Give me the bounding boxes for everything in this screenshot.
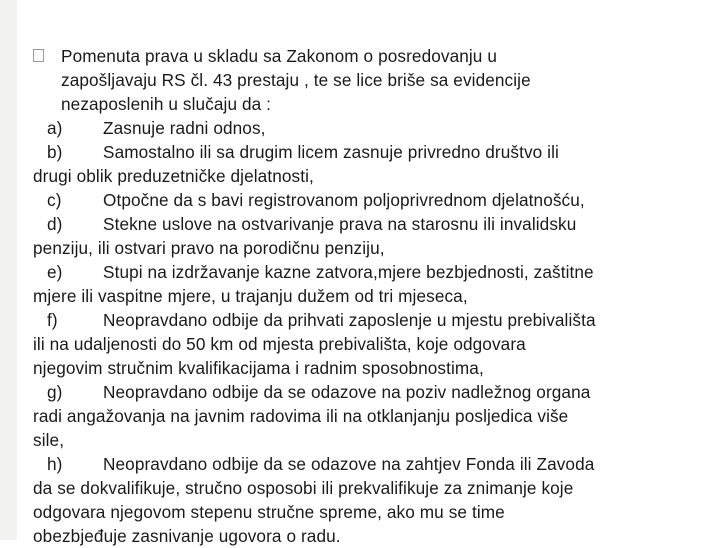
- list-item-first-line: [33, 140, 713, 164]
- list-item-label: g): [47, 382, 63, 402]
- list-item-text: Stekne uslove na ostvarivanje prava na starosnu ili invalidsku: [103, 214, 577, 234]
- list-item-continuation-line: drugi oblik preduzetničke djelatnosti,: [33, 166, 314, 186]
- list-item-continuation-line: ili na udaljenosti do 50 km od mjesta prebivališta, koje odgovara: [33, 334, 526, 354]
- list-item: [33, 140, 713, 188]
- list-item-text: Neopravdano odbije da prihvati zaposlenje u mjestu prebivališta: [103, 310, 596, 330]
- intro-line-2: zapošljavaju RS čl. 43 prestaju , te se lice briše sa evidencije: [61, 70, 531, 90]
- list-item-first-line: [33, 116, 713, 140]
- list-item-continuation-line: obezbjeđuje zasnivanje ugovora o radu.: [33, 526, 341, 546]
- list-item-first-line: [33, 188, 713, 212]
- list-item: [33, 308, 713, 380]
- condition-list: [33, 116, 713, 548]
- list-item-label: f): [47, 310, 58, 330]
- list-item-label: b): [47, 142, 63, 162]
- list-item: [33, 188, 713, 212]
- list-item-continuation-line: odgovara njegovom stepenu stručne spreme, ako mu se time: [33, 502, 505, 522]
- bullet-icon: [33, 49, 44, 62]
- intro-paragraph: [33, 44, 713, 116]
- intro-line-1: Pomenuta prava u skladu sa Zakonom o posredovanju u: [61, 46, 498, 66]
- list-item: [33, 212, 713, 260]
- list-item: [33, 116, 713, 140]
- list-item-label: e): [47, 262, 63, 282]
- intro-line-3: nezaposlenih u slučaju da :: [61, 94, 272, 114]
- list-item: [33, 380, 713, 452]
- list-item-label: d): [47, 214, 63, 234]
- list-item-label: a): [47, 118, 63, 138]
- list-item-text: Neopravdano odbije da se odazove na poziv nadležnog organa: [103, 382, 591, 402]
- list-item-continuation-line: penziju, ili ostvari pravo na porodičnu penziju,: [33, 238, 385, 258]
- list-item-text: Stupi na izdržavanje kazne zatvora,mjere bezbjednosti, zaštitne: [103, 262, 594, 282]
- list-item-text: Neopravdano odbije da se odazove na zahtjev Fonda ili Zavoda: [103, 454, 595, 474]
- list-item-label: h): [47, 454, 63, 474]
- list-item-text: Zasnuje radni odnos,: [103, 118, 266, 138]
- list-item-continuation-line: mjere ili vaspitne mjere, u trajanju dužem od tri mjeseca,: [33, 286, 468, 306]
- list-item-continuation-line: njegovim stručnim kvalifikacijama i radnim sposobnostima,: [33, 358, 484, 378]
- list-item-text: Otpočne da s bavi registrovanom poljoprivrednom djelatnošću,: [103, 190, 585, 210]
- slide-body: [33, 44, 713, 548]
- list-item: [33, 260, 713, 308]
- list-item-first-line: [33, 260, 713, 284]
- left-margin-bar: [0, 0, 17, 540]
- list-item-first-line: [33, 452, 713, 476]
- list-item-continuation-line: sile,: [33, 430, 65, 450]
- list-item: [33, 452, 713, 548]
- list-item-first-line: [33, 380, 713, 404]
- list-item-first-line: [33, 308, 713, 332]
- list-item-first-line: [33, 212, 713, 236]
- list-item-continuation-line: radi angažovanja na javnim radovima ili na otklanjanju posljedica više: [33, 406, 569, 426]
- list-item-label: c): [47, 190, 62, 210]
- list-item-text: Samostalno ili sa drugim licem zasnuje privredno društvo ili: [103, 142, 559, 162]
- list-item-continuation-line: da se dokvalifikuje, stručno osposobi ili prekvalifikuje za znimanje koje: [33, 478, 574, 498]
